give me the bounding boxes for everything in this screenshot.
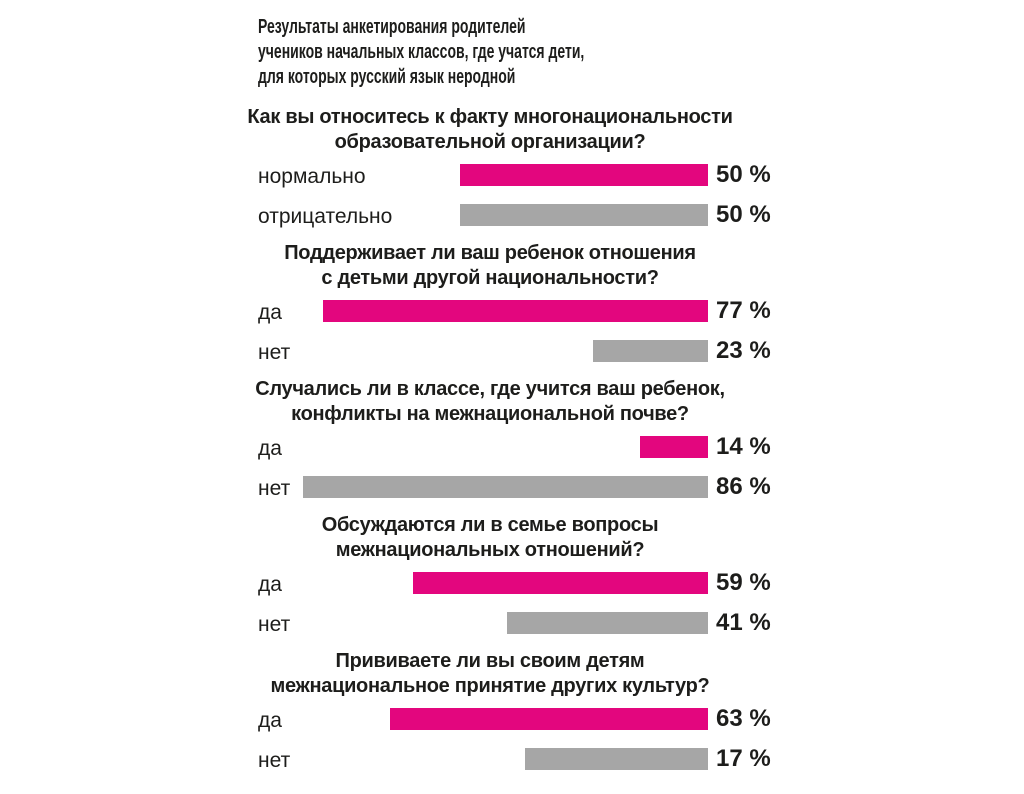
bar-rows	[0, 569, 1024, 636]
bar-zone	[0, 572, 708, 594]
answer-label: да	[258, 573, 282, 596]
value-label: 23 %	[716, 337, 771, 364]
question-title-line: Поддерживает ли ваш ребенок отношения	[284, 242, 696, 264]
value-label: 41 %	[716, 609, 771, 636]
bar-row	[0, 433, 1024, 460]
answer-label: да	[258, 301, 282, 324]
bar-row	[0, 201, 1024, 228]
bar-rows	[0, 161, 1024, 228]
bar-row	[0, 705, 1024, 732]
answer-label: нет	[258, 749, 291, 772]
bar-zone	[0, 612, 708, 634]
question-title	[220, 377, 760, 427]
chart-title	[258, 15, 1024, 90]
question-block	[0, 513, 1024, 634]
bar-rows	[0, 705, 1024, 772]
question-block	[0, 649, 1024, 770]
bar-zone	[0, 436, 708, 458]
question-title	[220, 105, 760, 155]
bar-zone	[0, 476, 708, 498]
bar-pink	[413, 572, 708, 594]
bar-gray	[460, 204, 708, 226]
bar-rows	[0, 433, 1024, 500]
value-label: 50 %	[716, 201, 771, 228]
question-title	[220, 241, 760, 291]
bar-gray	[525, 748, 708, 770]
value-label: 50 %	[716, 161, 771, 188]
question-title-line: с детьми другой национальности?	[321, 267, 659, 289]
bar-pink	[460, 164, 708, 186]
answer-label: нет	[258, 477, 291, 500]
bar-row	[0, 161, 1024, 188]
bar-gray	[593, 340, 708, 362]
question-title-line: Случались ли в классе, где учится ваш ребенок,	[255, 378, 725, 400]
value-label: 63 %	[716, 705, 771, 732]
value-label: 14 %	[716, 433, 771, 460]
bar-gray	[507, 612, 708, 634]
questions-list	[0, 105, 1024, 770]
question-title	[220, 513, 760, 563]
bar-row	[0, 745, 1024, 772]
answer-label: нет	[258, 341, 291, 364]
bar-rows	[0, 297, 1024, 364]
answer-label: нормально	[258, 165, 366, 188]
question-block	[0, 241, 1024, 362]
value-label: 59 %	[716, 569, 771, 596]
bar-row	[0, 337, 1024, 364]
answer-label: да	[258, 709, 282, 732]
bar-zone	[0, 748, 708, 770]
question-title-line: межнациональное принятие других культур?	[270, 675, 710, 697]
bar-zone	[0, 340, 708, 362]
question-block	[0, 105, 1024, 226]
answer-label: отрицательно	[258, 205, 393, 228]
chart-title-line: Результаты анкетирования родителей	[258, 16, 526, 38]
question-title-line: Прививаете ли вы своим детям	[335, 650, 645, 672]
chart-title-line: учеников начальных классов, где учатся дети,	[258, 41, 585, 63]
bar-pink	[640, 436, 708, 458]
bar-row	[0, 473, 1024, 500]
value-label: 77 %	[716, 297, 771, 324]
bar-row	[0, 297, 1024, 324]
question-title-line: конфликты на межнациональной почве?	[291, 403, 689, 425]
value-label: 86 %	[716, 473, 771, 500]
bar-zone	[0, 300, 708, 322]
bar-zone	[0, 164, 708, 186]
bar-zone	[0, 708, 708, 730]
question-block	[0, 377, 1024, 498]
bar-row	[0, 569, 1024, 596]
question-title-line: Как вы относитесь к факту многонациональности	[247, 106, 733, 128]
bar-row	[0, 609, 1024, 636]
question-title-line: образовательной организации?	[334, 131, 646, 153]
question-title-line: Обсуждаются ли в семье вопросы	[321, 514, 659, 536]
bar-gray	[303, 476, 708, 498]
question-title-line: межнациональных отношений?	[335, 539, 645, 561]
bar-pink	[323, 300, 708, 322]
value-label: 17 %	[716, 745, 771, 772]
chart-title-line: для которых русский язык неродной	[258, 66, 516, 88]
bar-pink	[390, 708, 708, 730]
question-title	[220, 649, 760, 699]
answer-label: да	[258, 437, 282, 460]
answer-label: нет	[258, 613, 291, 636]
bar-zone	[0, 204, 708, 226]
